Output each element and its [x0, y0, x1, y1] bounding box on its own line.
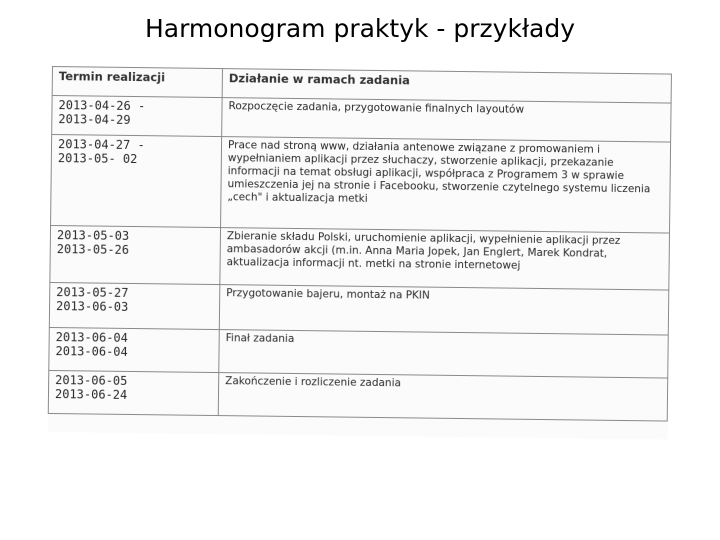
table-row [49, 282, 669, 335]
row-action: Zakończenie i rozliczenie zadania [218, 373, 667, 421]
slide-title: Harmonogram praktyk - przykłady [144, 14, 576, 43]
row-dates: 2013-06-05 2013-06-24 [48, 370, 219, 415]
row-action: Prace nad stroną www, działania antenowe związane z promowaniem i wypełnianiem aplikacji przez słuchaczy, stworzenie aplikacji, przekazanie informacji na temat obsługi aplikacji, współpraca z Programem 3 w sprawie umieszczenia jej na stronie i Facebooku, stworzenie czytelnego systemu liczenia „cech" i aktualizacja metki [221, 137, 671, 233]
header-action: Działanie w ramach zadania [222, 69, 671, 103]
row-action: Finał zadania [219, 330, 668, 378]
header-dates: Termin realizacji [52, 67, 222, 98]
row-dates: 2013-06-04 2013-06-04 [49, 327, 220, 372]
scanned-schedule [48, 66, 672, 440]
row-dates: 2013-04-27 - 2013-05- 02 [51, 135, 222, 228]
row-action: Rozpoczęcie zadania, przygotowanie finalnych layoutów [222, 98, 671, 142]
row-action: Przygotowanie bajeru, montaż na PKIN [219, 285, 669, 335]
row-dates: 2013-05-27 2013-06-03 [49, 282, 220, 329]
row-dates: 2013-04-26 - 2013-04-29 [52, 96, 222, 137]
row-dates: 2013-05-03 2013-05-26 [50, 225, 221, 284]
schedule-table [48, 66, 672, 422]
table-row [51, 135, 671, 234]
table-row [48, 370, 667, 421]
table-row [49, 327, 668, 378]
table-row [50, 225, 670, 290]
row-action: Zbieranie składu Polski, uruchomienie aplikacji, wypełnienie aplikacji przez ambasadorów akcji (m.in. Anna Maria Jopek, Jan Englert, Marek Kondrat, aktualizacja informacji nt. metki na stronie internetowej [220, 228, 670, 290]
